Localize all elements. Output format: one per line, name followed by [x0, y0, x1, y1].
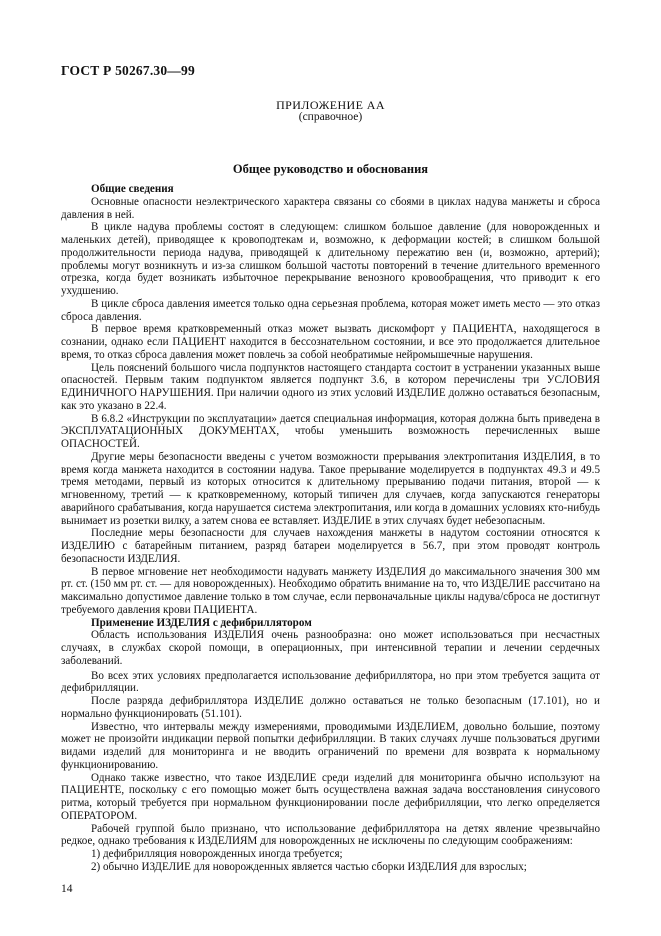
section-heading-defibrillator: Применение ИЗДЕЛИЯ с дефибриллятором [91, 616, 312, 629]
page-number: 14 [61, 883, 73, 895]
paragraph: В цикле надува проблемы состоят в следующем: слишком большое давление (для новорожденных и маленьких детей), приводящее к кровоподтекам и, возможно, к деформации костей; в слишком большой продолжительности периода надува, приводящей к длительному пережатию вен (и, возможно, артерий); проблемы могут возникнуть и из-за слишком большой частоты повторений в течение длительного временного отрезка, когда будет возникать избыточное перекрывание венозного кровообращения, что приводит к его ухудшению. [61, 221, 600, 297]
paragraph: Рабочей группой было признано, что использование дефибриллятора на детях явление чрезвычайно редкое, однако требования к ИЗДЕЛИЯМ для новорожденных не исключены по следующим соображениям: [61, 822, 600, 848]
paragraph: Известно, что интервалы между измерениями, проводимыми ИЗДЕЛИЕМ, довольно большие, поэтому может не произойти индикации первой попытки дефибрилляции. В таких случаях лучше пользоваться другими видами изделий для мониторинга и не вводить ограничений по времени для возврата к нормальному функционированию. [61, 720, 600, 771]
paragraph: Другие меры безопасности введены с учетом возможности прерывания электропитания ИЗДЕЛИЯ, в то время когда манжета находится в состоянии надува. Такое прерывание моделируется в подпунктах 49.3 и 49.5 тремя методами, первый из которых относится к длительному прерыванию подачи питания, второй — к мгновенному, третий — к кратковременному, который типичен для случаев, когда запускаются генераторы аварийного срабатывания, когда нарушается система электропитания, или когда в домашних условиях кто-нибудь вынимает из розетки вилку, а затем снова ее вставляет. ИЗДЕЛИЕ в этих случаях будет небезопасным. [61, 450, 600, 527]
paragraph: Цель пояснений большого числа подпунктов настоящего стандарта состоит в устранении указанных выше опасностей. Первым таким подпунктом является подпункт 3.6, в котором перечислены три УСЛОВИЯ ЕДИНИЧНОГО НАРУШЕНИЯ. При наличии одного из этих условий ИЗДЕЛИЕ должно оставаться безопасным, как это указано в 22.4. [61, 361, 600, 412]
paragraph: Однако также известно, что такое ИЗДЕЛИЕ среди изделий для мониторинга обычно используют на ПАЦИЕНТЕ, поскольку с его помощью может быть осуществлена важная задача восстановления синусового ритма, который требуется при нормальном функционировании после дефибрилляции, что легко определяется ОПЕРАТОРОМ. [61, 771, 600, 822]
paragraph: Последние меры безопасности для случаев нахождения манжеты в надутом состоянии относятся к ИЗДЕЛИЮ с батарейным питанием, разряд батареи моделируется в 56.7, при этом проводят контроль безопасности ИЗДЕЛИЯ. [61, 527, 600, 565]
paragraph: Основные опасности неэлектрического характера связаны со сбоями в циклах надува манжеты и сброса давления в ней. [61, 195, 600, 221]
list-item: 2) обычно ИЗДЕЛИЕ для новорожденных является частью сборки ИЗДЕЛИЯ для взрослых; [91, 860, 527, 873]
paragraph: Область использования ИЗДЕЛИЯ очень разнообразна: оно может использоваться при несчастных случаях, в службах скорой помощи, в операционных, при интенсивной терапии и лечении сердечных заболеваний. [61, 629, 600, 667]
standard-header: ГОСТ Р 50267.30—99 [61, 63, 195, 78]
appendix-title: ПРИЛОЖЕНИЕ АА [276, 98, 385, 112]
list-item: 1) дефибрилляция новорожденных иногда требуется; [91, 848, 343, 860]
paragraph: В цикле сброса давления имеется только одна серьезная проблема, которая может иметь место — это отказ сброса давления. [61, 297, 600, 323]
paragraph: После разряда дефибриллятора ИЗДЕЛИЕ должно оставаться не только безопасным (17.101), но и нормально функционировать (51.101). [61, 695, 600, 720]
appendix-subtitle: (справочное) [298, 111, 363, 123]
paragraph: В первое время кратковременный отказ может вызвать дискомфорт у ПАЦИЕНТА, находящегося в сознании, однако если ПАЦИЕНТ находится в бессознательном состоянии, и все это продолжается длительное время, то отказ сброса давления может повлечь за собой необратимые нейромышечные нарушения. [61, 323, 600, 361]
paragraph: В первое мгновение нет необходимости надувать манжету ИЗДЕЛИЯ до максимального значения 300 мм рт. ст. (150 мм рт. ст. — для новорожденных). Необходимо обратить внимание на то, что ИЗДЕЛИЕ рассчитано на максимально допустимое давление только в том случае, если первоначальные циклы надува/сброса не достигнут требуемого давления крови ПАЦИЕНТА. [61, 565, 600, 616]
body-text [61, 183, 600, 874]
paragraph: Во всех этих условиях предполагается использование дефибриллятора, но при этом требуется защита от дефибрилляции. [61, 669, 600, 695]
section-heading-general: Общие сведения [91, 183, 174, 195]
paragraph: В 6.8.2 «Инструкции по эксплуатации» дается специальная информация, которая должна быть приведена в ЭКСПЛУАТАЦИОННЫХ ДОКУМЕНТАХ, чтобы уменьшить возможность перечисленных выше ОПАСНОСТЕЙ. [61, 412, 600, 450]
document-title: Общее руководство и обоснования [232, 162, 429, 176]
